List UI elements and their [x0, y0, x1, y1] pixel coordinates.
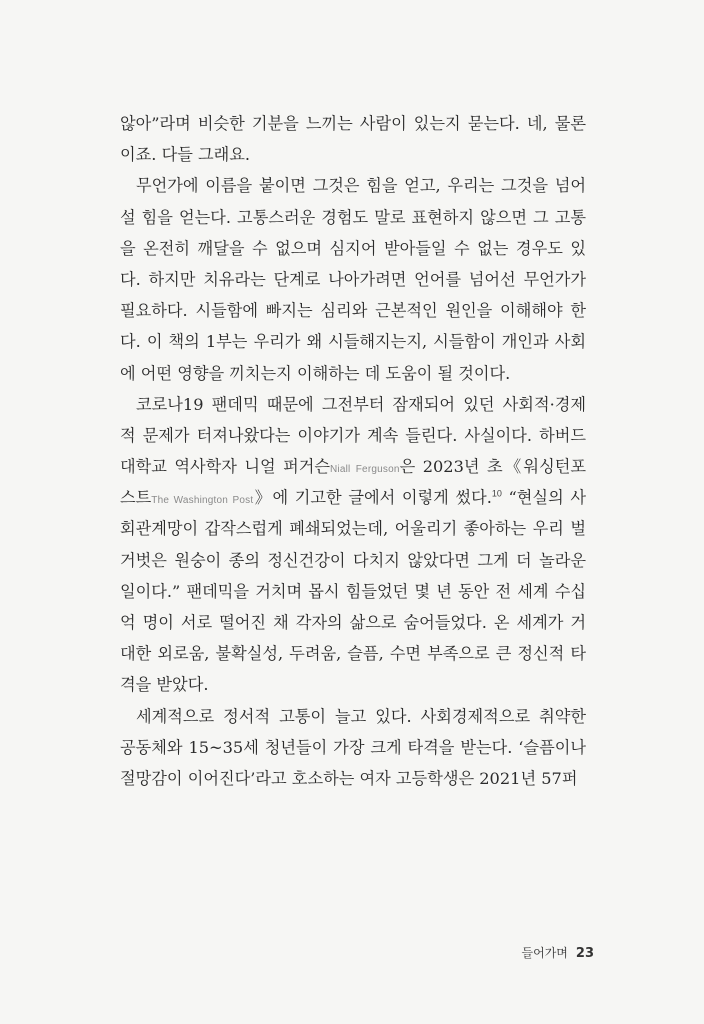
text-line: 일이다.” 팬데믹을 거치며 몹시 힘들었던 몇 년 동안 전 세계 수십: [120, 581, 586, 601]
text-line: 적 문제가 터져나왔다는 이야기가 계속 들린다. 사실이다. 하버드: [120, 425, 586, 445]
text-line: 회관계망이 갑작스럽게 폐쇄되었는데, 어울리기 좋아하는 우리 벌: [120, 519, 586, 539]
text-line: 않아”라며 비슷한 기분을 느끼는 사람이 있는지 묻는다. 네, 물론: [120, 114, 586, 133]
body-text: [120, 108, 586, 794]
text-line: [120, 482, 586, 513]
text-line: [120, 451, 586, 482]
text-line: 에 어떤 영향을 끼치는지 이해하는 데 도움이 될 것이다.: [120, 363, 511, 383]
text-segment: 스트: [120, 488, 152, 508]
text-line: 다. 하지만 치유라는 단계로 나아가려면 언어를 넘어선 무언가가: [120, 269, 586, 289]
page-footer: [522, 944, 594, 961]
original-name: Niall Ferguson: [330, 464, 400, 476]
running-header: 들어가며: [521, 946, 568, 960]
footnote-ref: 10: [491, 488, 502, 499]
text-line: 설 힘을 얻는다. 고통스러운 경험도 말로 표현하지 않으면 그 고통: [120, 207, 586, 227]
text-line: 거벗은 원숭이 종의 정신건강이 다치지 않았다면 그게 더 놀라운: [120, 550, 586, 570]
text-line: 이죠. 다들 그래요.: [120, 145, 251, 165]
text-segment: “현실의 사: [501, 488, 586, 508]
text-segment: 은 2023년 초《워싱턴포: [399, 457, 586, 477]
text-line: 다. 이 책의 1부는 우리가 왜 시들해지는지, 시들함이 개인과 사회: [120, 332, 586, 352]
text-line: 공동체와 15~35세 청년들이 가장 크게 타격을 받는다. ‘슬픔이나: [120, 737, 586, 757]
text-line: 억 명이 서로 떨어진 채 각자의 삶으로 숨어들었다. 온 세계가 거: [120, 613, 586, 632]
text-line: 을 온전히 깨달을 수 없으며 심지어 받아들일 수 없는 경우도 있: [120, 238, 586, 258]
text-segment: 대학교 역사학자 니얼 퍼거슨: [120, 457, 331, 477]
text-segment: 》에 기고한 글에서 이렇게 썼다.: [253, 488, 492, 508]
text-line: 필요하다. 시들함에 빠지는 심리와 근본적인 원인을 이해해야 한: [120, 301, 586, 321]
text-line: 세계적으로 정서적 고통이 늘고 있다. 사회경제적으로 취약한: [136, 706, 586, 726]
page-number: 23: [575, 946, 594, 961]
text-line: 절망감이 이어진다’라고 호소하는 여자 고등학생은 2021년 57퍼: [120, 768, 578, 788]
text-line: 코로나19 팬데믹 때문에 그전부터 잠재되어 있던 사회적·경제: [136, 394, 586, 414]
original-name: The Washington Post: [151, 495, 254, 507]
text-line: 대한 외로움, 불확실성, 두려움, 슬픔, 수면 부족으로 큰 정신적 타: [120, 644, 586, 664]
text-line: 격을 받았다.: [120, 675, 209, 695]
text-line: 무언가에 이름을 붙이면 그것은 힘을 얻고, 우리는 그것을 넘어: [136, 176, 586, 196]
